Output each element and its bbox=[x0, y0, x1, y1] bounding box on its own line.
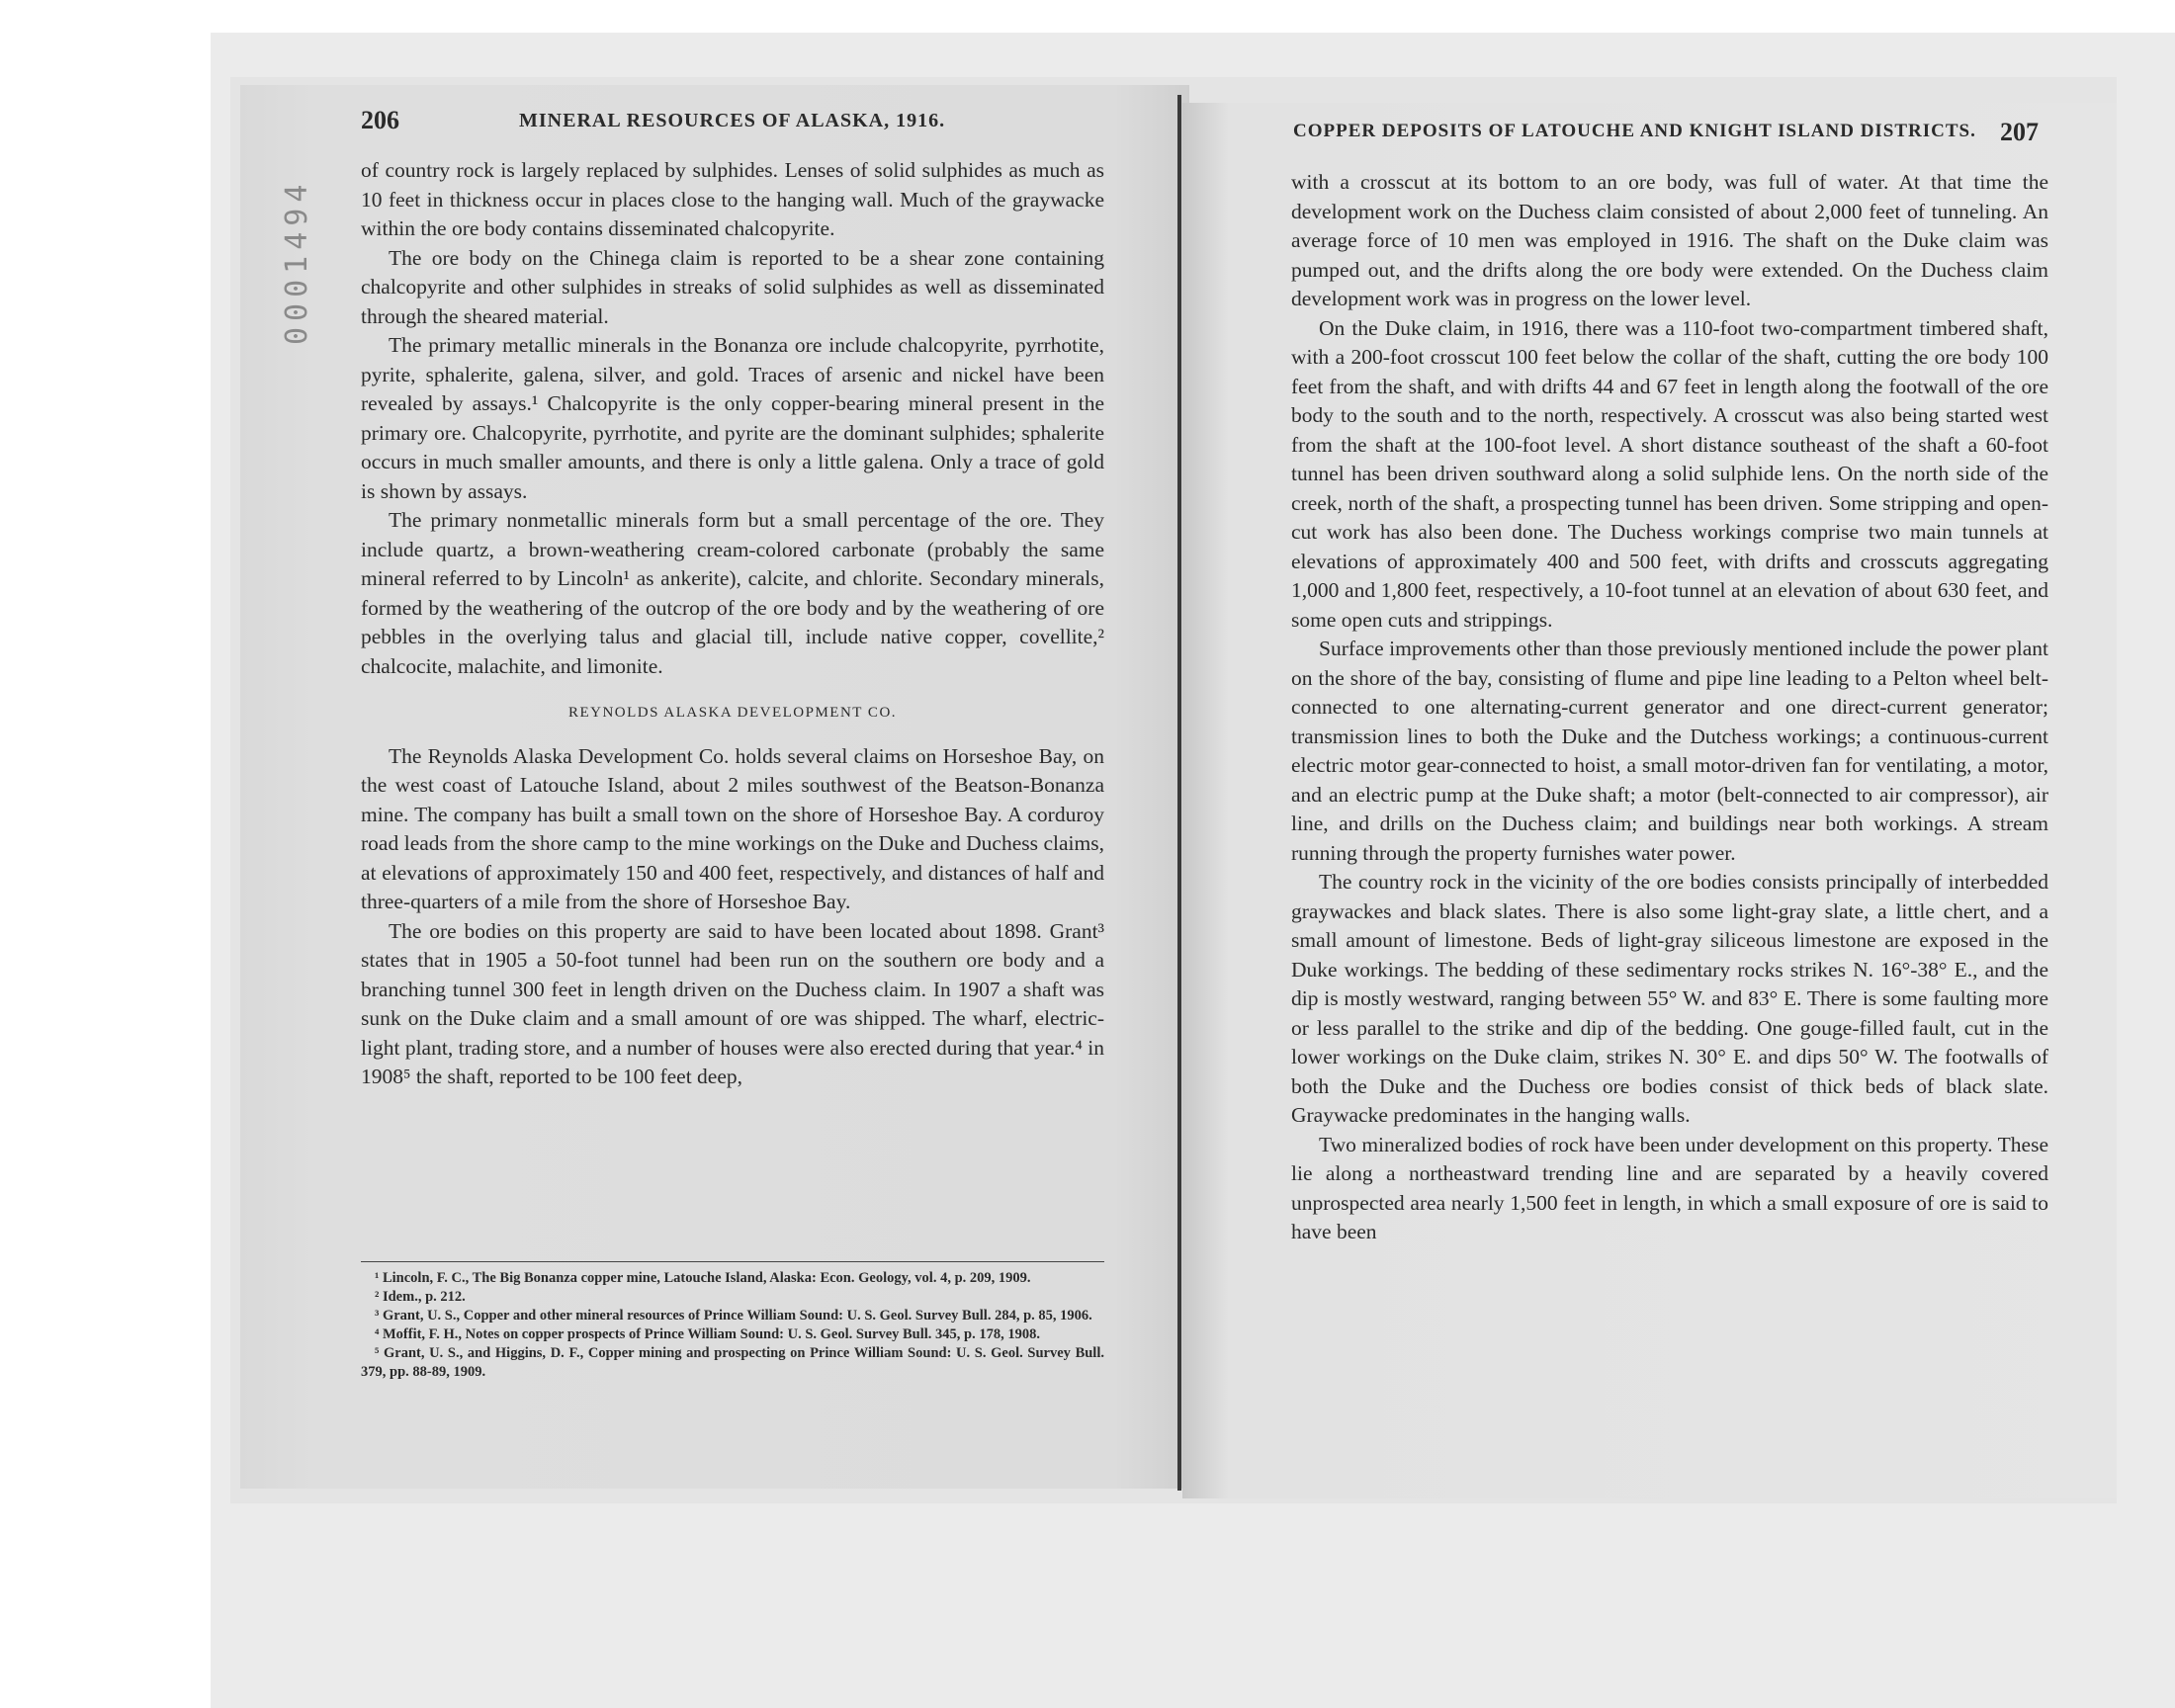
right-body bbox=[1291, 168, 2048, 1247]
right-paragraph-4: The country rock in the vicinity of the ore bodies consists principally of interbedded graywackes and black slates. There is also some light-gray slate, a little chert, and a small amount of limestone. Beds of light-gray siliceous limestone are exposed in the Duke workings. The bedding of these sedimentary rocks strikes N. 16°-38° E., and the dip is mostly westward, ranging between 55° W. and 83° E. There is some faulting more or less parallel to the strike and dip of the bedding. One gouge-filled fault, cut in the lower workings on the Duke claim, strikes N. 30° E. and dips 50° W. The footwalls of both the Duke and the Duchess ore bodies consist of thick beds of black slate. Graywacke predominates in the hanging walls. bbox=[1291, 870, 2048, 1127]
footnote-3: ³ Grant, U. S., Copper and other mineral resources of Prince William Sound: U. S. Geol. Survey Bull. 284, p. 85, 1906. bbox=[375, 1308, 1092, 1324]
footnote-2: ² Idem., p. 212. bbox=[375, 1289, 466, 1305]
section-subheading: REYNOLDS ALASKA DEVELOPMENT CO. bbox=[567, 705, 898, 721]
footnote-rule bbox=[361, 1261, 1104, 1262]
left-body bbox=[361, 156, 1104, 1092]
footnotes bbox=[361, 1269, 1104, 1382]
footnote-4: ⁴ Moffit, F. H., Notes on copper prospects of Prince William Sound: U. S. Geol. Survey Bull. 345, p. 178, 1908. bbox=[375, 1326, 1040, 1342]
left-page-number: 206 bbox=[361, 106, 399, 134]
left-paragraph-1: of country rock is largely replaced by sulphides. Lenses of solid sulphides as much as 10 feet in thickness occur in places close to the hanging wall. Much of the graywacke within the ore body contains disseminated chalcopyrite. bbox=[361, 158, 1104, 240]
footnote-5: ⁵ Grant, U. S., and Higgins, D. F., Copper mining and prospecting on Prince William Sound: U. S. Geol. Survey Bull. 379, pp. 88-89, 1909. bbox=[361, 1345, 1104, 1380]
left-paragraph-2: The ore body on the Chinega claim is reported to be a shear zone containing chalcopyrite and other sulphides in streaks of solid sulphides as well as disseminated through the sheared material. bbox=[361, 245, 1104, 328]
archive-stamp: 0001494 bbox=[280, 178, 314, 346]
right-paragraph-3: Surface improvements other than those previously mentioned include the power plant on the shore of the bay, consisting of flume and pipe line leading to a Pelton wheel belt-connected to one alternating-current generator and one direct-current generator; transmission lines to both the Duke and the Dutchess workings; a continuous-current electric motor gear-connected to hoist, a small motor-driven fan for ventilating, a motor, and an electric pump at the Duke shaft; a motor (belt-connected to air compressor), air line, and drills on the Duchess claim; and buildings near both workings. A stream running through the property furnishes water power. bbox=[1291, 637, 2048, 865]
right-page bbox=[1182, 103, 2117, 1498]
right-paragraph-2: On the Duke claim, in 1916, there was a 110-foot two-compartment timbered shaft, with a 200-foot crosscut 100 feet below the collar of the shaft, cutting the ore body 100 feet from the shaft, and with drifts 44 and 67 feet in length along the footwall of the ore body to the south and to the north, respectively. A crosscut was also being started west from the shaft at the 100-foot level. A short distance southeast of the shaft a 60-foot tunnel has been driven southward along a solid sulphide lens. On the north side of the creek, north of the shaft, a prospecting tunnel has been driven. Some stripping and open-cut work has also been done. The Duchess workings comprise two main tunnels at elevations of approximately 400 and 500 feet, with drifts and crosscuts aggregating 1,000 and 1,800 feet, respectively, a 10-foot tunnel at an elevation of about 630 feet, and some open cuts and strippings. bbox=[1291, 315, 2048, 632]
left-paragraph-3: The primary metallic minerals in the Bonanza ore include chalcopyrite, pyrrhotite, pyrite, sphalerite, galena, silver, and gold. Traces of arsenic and nickel have been revealed by assays.¹ Chalcopyrite is the only copper-bearing mineral present in the primary ore. Chalcopyrite, pyrrhotite, and pyrite are the dominant sulphides; sphalerite occurs in much smaller amounts, and there is only a little galena. Only a trace of gold is shown by assays. bbox=[361, 333, 1104, 503]
left-paragraph-6: The ore bodies on this property are said to have been located about 1898. Grant³ states that in 1905 a 50-foot tunnel had been run on the southern ore body and a branching tunnel 300 feet in length driven on the Duchess claim. In 1907 a shaft was sunk on the Duke claim and a small amount of ore was shipped. The wharf, electric-light plant, trading store, and a number of houses were also erected during that year.⁴ in 1908⁵ the shaft, reported to be 100 feet deep, bbox=[361, 918, 1104, 1088]
left-running-head: MINERAL RESOURCES OF ALASKA, 1916. bbox=[519, 110, 946, 131]
right-running-head: COPPER DEPOSITS OF LATOUCHE AND KNIGHT ISLAND DISTRICTS. bbox=[1293, 121, 1976, 141]
footnote-1: ¹ Lincoln, F. C., The Big Bonanza copper mine, Latouche Island, Alaska: Econ. Geology, vol. 4, p. 209, 1909. bbox=[375, 1270, 1031, 1286]
left-paragraph-5: The Reynolds Alaska Development Co. holds several claims on Horseshoe Bay, on the west coast of Latouche Island, about 2 miles southwest of the Beatson-Bonanza mine. The company has built a small town on the shore of Horseshoe Bay. A corduroy road leads from the shore camp to the mine workings on the Duke and Duchess claims, at elevations of approximately 150 and 400 feet, respectively, and distances of half and three-quarters of a mile from the shore of Horseshoe Bay. bbox=[361, 743, 1104, 913]
scan-top-margin bbox=[211, 0, 2175, 33]
page-gutter bbox=[1177, 95, 1181, 1491]
left-page bbox=[240, 85, 1189, 1489]
right-paragraph-1: with a crosscut at its bottom to an ore body, was full of water. At that time the development work on the Duchess claim consisted of about 2,000 feet of tunneling. An average force of 10 men was employed in 1916. The shaft on the Duke claim was pumped out, and the drifts along the ore body were extended. On the Duchess claim development work was in progress on the lower level. bbox=[1291, 170, 2048, 310]
right-paragraph-5: Two mineralized bodies of rock have been under development on this property. These lie along a northeastward trending line and are separated by a heavily covered unprospected area nearly 1,500 feet in length, in which a small exposure of ore is said to have been bbox=[1291, 1132, 2048, 1243]
left-paragraph-4: The primary nonmetallic minerals form but a small percentage of the ore. They include quartz, a brown-weathering cream-colored carbonate (probably the same mineral referred to by Lincoln¹ as ankerite), calcite, and chlorite. Secondary minerals, formed by the weathering of the outcrop of the ore body and by the weathering of ore pebbles in the overlying talus and glacial till, include native copper, covellite,² chalcocite, malachite, and limonite. bbox=[361, 508, 1104, 678]
right-page-number: 207 bbox=[2000, 118, 2039, 146]
